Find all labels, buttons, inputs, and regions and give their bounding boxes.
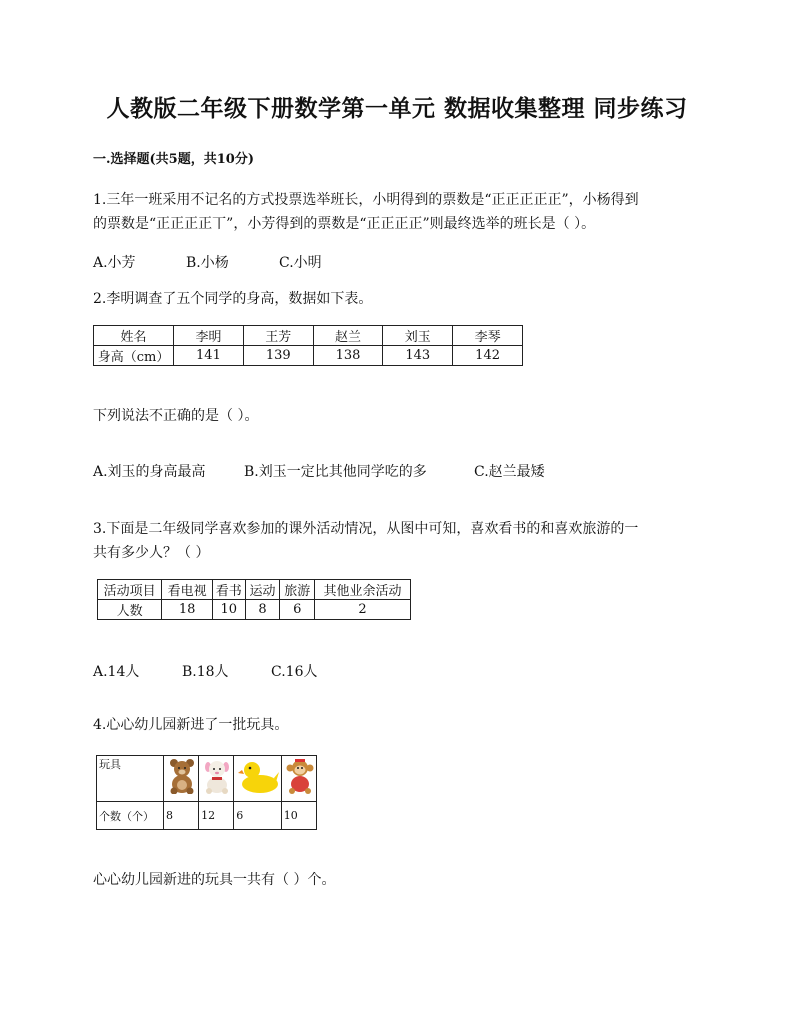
q3-option-b: B.18人 — [182, 664, 229, 680]
table-header-cell: 运动 — [245, 580, 280, 600]
q4-question: 心心幼儿园新进的玩具一共有（ ）个。 — [93, 872, 336, 888]
table-cell: 12 — [199, 802, 234, 830]
q2-option-c: C.赵兰最矮 — [474, 464, 545, 480]
q1-option-b: B.小杨 — [186, 255, 229, 271]
table-header-cell: 李明 — [174, 326, 244, 346]
teddy-bear-icon — [168, 758, 196, 794]
height-table — [93, 325, 523, 366]
table-cell — [163, 756, 198, 802]
q3-option-c: C.16人 — [271, 664, 318, 680]
table-row — [94, 326, 523, 346]
table-cell: 143 — [383, 346, 453, 366]
table-header-cell: 其他业余活动 — [315, 580, 411, 600]
table-row — [98, 600, 411, 620]
q1-line1: 1.三年一班采用不记名的方式投票选举班长，小明得到的票数是“正正正正正”，小杨得到 — [93, 192, 639, 208]
table-cell: 18 — [162, 600, 213, 620]
table-row — [97, 756, 317, 802]
table-row-label: 玩具 — [97, 756, 164, 802]
q2-option-a: A.刘玉的身高最高 — [93, 464, 206, 480]
table-cell: 10 — [281, 802, 316, 830]
table-header-cell: 旅游 — [280, 580, 315, 600]
activity-table — [97, 579, 411, 620]
table-cell — [199, 756, 234, 802]
q1-option-a: A.小芳 — [93, 255, 136, 271]
q4-intro: 4.心心幼儿园新进了一批玩具。 — [93, 717, 289, 733]
table-row — [94, 346, 523, 366]
lamb-doll-icon — [203, 758, 231, 794]
toy-table — [96, 755, 317, 830]
rubber-duck-icon — [238, 758, 280, 794]
table-cell: 8 — [245, 600, 280, 620]
table-header-cell: 看书 — [212, 580, 245, 600]
monkey-doll-icon — [286, 758, 314, 794]
table-cell — [281, 756, 316, 802]
table-header-cell: 姓名 — [94, 326, 174, 346]
q1-option-c: C.小明 — [279, 255, 322, 271]
table-header-cell: 活动项目 — [98, 580, 162, 600]
table-cell: 142 — [453, 346, 523, 366]
table-header-cell: 王芳 — [243, 326, 313, 346]
table-cell — [234, 756, 282, 802]
table-header-cell: 李琴 — [453, 326, 523, 346]
section-heading: 一.选择题(共5题，共10分) — [93, 152, 254, 167]
table-cell: 139 — [243, 346, 313, 366]
table-header-cell: 刘玉 — [383, 326, 453, 346]
table-row — [98, 580, 411, 600]
table-cell: 6 — [234, 802, 282, 830]
table-row-label: 人数 — [98, 600, 162, 620]
table-cell: 141 — [174, 346, 244, 366]
table-header-cell: 看电视 — [162, 580, 213, 600]
table-cell: 6 — [280, 600, 315, 620]
table-cell: 10 — [212, 600, 245, 620]
table-cell: 138 — [313, 346, 383, 366]
table-row-label: 身高（cm） — [94, 346, 174, 366]
table-row — [97, 802, 317, 830]
q3-line2: 共有多少人？（ ） — [93, 545, 210, 561]
table-header-cell: 赵兰 — [313, 326, 383, 346]
table-cell: 8 — [163, 802, 198, 830]
table-row-label: 个数（个） — [97, 802, 164, 830]
q3-line1: 3.下面是二年级同学喜欢参加的课外活动情况，从图中可知，喜欢看书的和喜欢旅游的一 — [93, 521, 639, 537]
q3-option-a: A.14人 — [93, 664, 140, 680]
q2-question: 下列说法不正确的是（ ）。 — [93, 408, 259, 424]
table-cell: 2 — [315, 600, 411, 620]
q2-option-b: B.刘玉一定比其他同学吃的多 — [244, 464, 427, 480]
q1-line2: 的票数是“正正正正丅”，小芳得到的票数是“正正正正”则最终选举的班长是（ ）。 — [93, 216, 596, 232]
q2-intro: 2.李明调查了五个同学的身高，数据如下表。 — [93, 291, 373, 307]
page-title: 人教版二年级下册数学第一单元 数据收集整理 同步练习 — [106, 95, 688, 122]
